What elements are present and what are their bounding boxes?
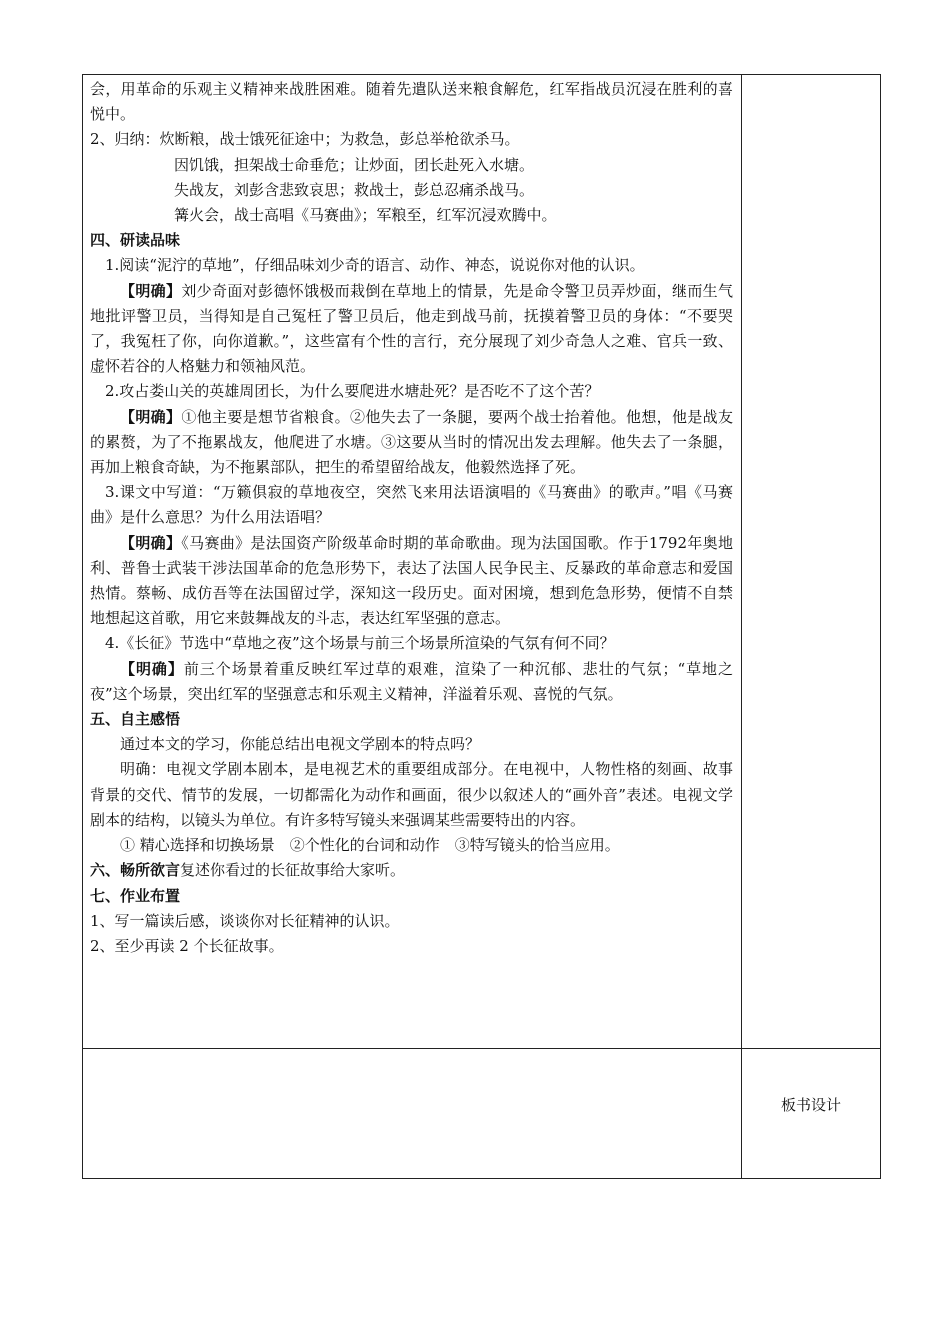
answer-text: ①他主要是想节省粮食。②他失去了一条腿，要两个战士抬着他。他想，他是战友的累赘，为了不拖累战友，他爬进了水塘。③这要从当时的情况出发去理解。他失去了一条腿，再加上粮食奇缺，为不拖累部队，把生的希望留给战友，他毅然选择了死。 <box>90 407 733 477</box>
board-design-row <box>83 1048 880 1178</box>
question-1: 1.阅读“泥泞的草地”，仔细品味刘少奇的语言、动作、神态，说说你对他的认识。 <box>105 256 645 275</box>
answer-2 <box>90 405 733 481</box>
answer-4 <box>90 657 733 707</box>
section-heading-6: 六、畅所欲言 <box>90 861 181 880</box>
answer-label: 【明确】 <box>120 659 184 678</box>
homework-item: 2、至少再读 2 个长征故事。 <box>90 936 284 955</box>
summary-line: 因饥饿，担架战士命垂危；让炒面，团长赴死入水塘。 <box>174 155 535 174</box>
question-4: 4.《长征》节选中“草地之夜”这个场景与前三个场景所渲染的气氛有何不同？ <box>105 634 615 653</box>
section-6-text: 复述你看过的长征故事给大家听。 <box>180 861 406 880</box>
question-5: 通过本文的学习，你能总结出电视文学剧本的特点吗？ <box>120 735 481 754</box>
answer-5: 明确：电视文学剧本剧本，是电视艺术的重要组成部分。在电视中，人物性格的刻画、故事背景的交代、情节的发展，一切都需化为动作和画面，很少以叙述人的“画外音”表述。电视文学剧本的结构，以镜头为单位。有许多特写镜头来强调某些需要特出的内容。 <box>90 760 733 829</box>
answer-label: 【明确】 <box>120 407 182 426</box>
answer-text: 《马赛曲》是法国资产阶级革命时期的革命歌曲。现为法国国歌。作于1792年奥地利、普鲁士武装干涉法国革命的危急形势下，表达了法国人民争民主、反暴政的革命意志和爱国热情。蔡畅、成仿吾等在法国留过学，深知这一段历史。面对困境，想到危急形势，便情不自禁地想起这首歌，用它来鼓舞战友的斗志，表达红军坚强的意志。 <box>90 533 733 628</box>
answer-3 <box>90 531 733 632</box>
section-heading-7: 七、作业布置 <box>90 886 181 905</box>
answer-label: 【明确】 <box>120 533 182 552</box>
notes-cell <box>742 75 880 1048</box>
answer-1 <box>90 279 733 380</box>
answer-text: 前三个场景着重反映红军过草的艰难，渲染了一种沉郁、悲壮的气氛；“草地之夜”这个场景，突出红军的坚强意志和乐观主义精神，洋溢着乐观、喜悦的气氛。 <box>90 659 733 703</box>
summary-line: 2、归纳：炊断粮，战士饿死征途中；为救急，彭总举枪欲杀马。 <box>90 130 520 149</box>
section-6 <box>90 858 733 883</box>
homework-item: 1、写一篇读后感，谈谈你对长征精神的认识。 <box>90 911 400 930</box>
answer-text: 刘少奇面对彭德怀饿极而栽倒在草地上的情景，先是命令警卫员弄炒面，继而生气地批评警卫员，当得知是自己冤枉了警卫员后，他走到战马前，抚摸着警卫员的身体：“不要哭了，我冤枉了你，向你道歉。”，这些富有个性的言行，充分展现了刘少奇急人之难、官兵一致、虚怀若谷的人格魅力和领袖风范。 <box>90 281 733 376</box>
answer-label: 【明确】 <box>120 281 182 300</box>
board-design-label: 板书设计 <box>780 1096 841 1114</box>
board-design-content-cell <box>83 1049 742 1179</box>
board-design-label-cell <box>742 1049 880 1179</box>
question-3: 3.课文中写道：“万籁俱寂的草地夜空，突然飞来用法语演唱的《马赛曲》的歌声。”唱《马赛曲》是什么意思？为什么用法语唱？ <box>90 483 733 527</box>
paragraph: 会，用革命的乐观主义精神来战胜困难。随着先遣队送来粮食解危，红军指战员沉浸在胜利的喜悦中。 <box>90 80 733 124</box>
section-heading-5: 五、自主感悟 <box>90 710 181 729</box>
lesson-plan-table <box>82 74 881 1179</box>
summary-line: 篝火会，战士高唱《马赛曲》；军粮至，红军沉浸欢腾中。 <box>174 206 557 225</box>
question-2: 2.攻占娄山关的英雄周团长，为什么要爬进水塘赴死？是否吃不了这个苦？ <box>105 382 600 401</box>
section-heading-4: 四、研读品味 <box>90 231 181 250</box>
lesson-content-cell <box>83 75 742 1048</box>
feature-points: ① 精心选择和切换场景 ②个性化的台词和动作 ③特写镜头的恰当应用。 <box>120 836 620 855</box>
summary-line: 失战友，刘彭含悲致哀思；救战士，彭总忍痛杀战马。 <box>174 180 535 199</box>
